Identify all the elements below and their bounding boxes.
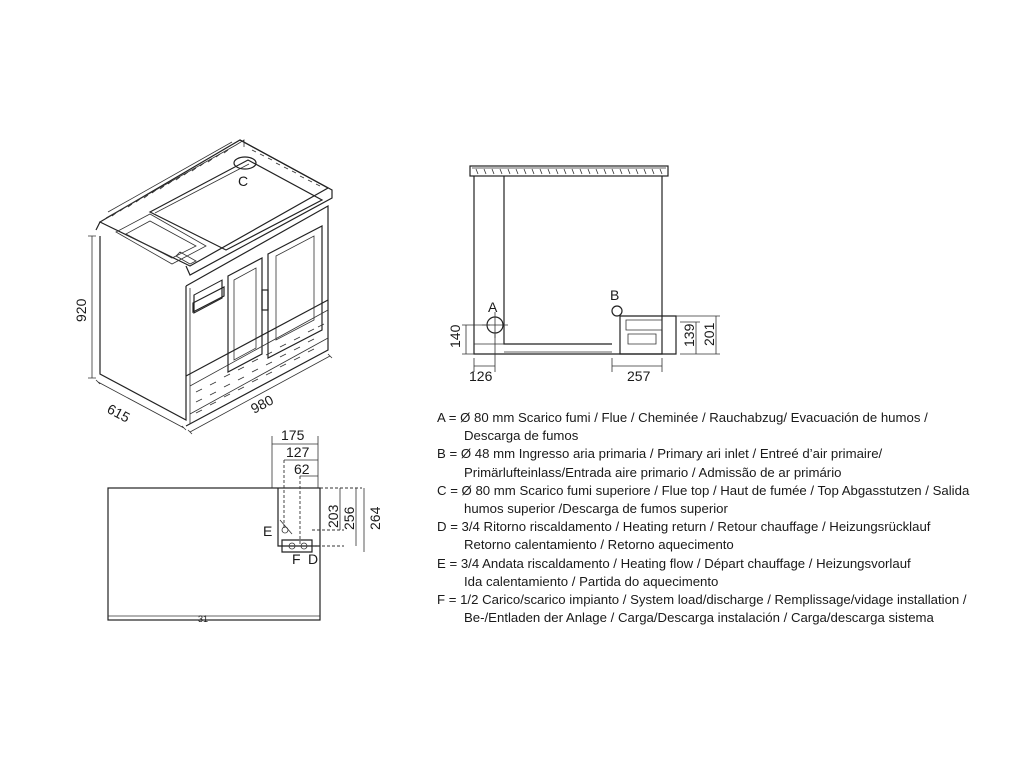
legend-item-d <box>437 518 1017 554</box>
legend-a-line2: Descarga de fumos <box>464 428 579 444</box>
legend-c-line2: humos superior /Descarga de fumos superior <box>464 501 728 517</box>
dim-175: 175 <box>281 427 305 443</box>
connections-legend <box>437 409 1017 627</box>
legend-c-line1: C = Ø 80 mm Scarico fumi superiore / Flue top / Haut de fumée / Top Abgasstutzen / Salida <box>437 482 970 498</box>
rear-hatching <box>476 169 662 174</box>
label-c: C <box>238 173 249 189</box>
plan-view <box>108 427 383 624</box>
label-e: E <box>263 523 273 539</box>
dim-a-height-140: 140 <box>447 324 463 348</box>
dim-depth-615: 615 <box>104 400 133 426</box>
air-inlet-b <box>612 306 622 316</box>
dim-height-920: 920 <box>73 298 89 322</box>
svg-text:31: 31 <box>198 614 209 624</box>
legend-d-line1: D = 3/4 Ritorno riscaldamento / Heating return / Retour chauffage / Heizungsrücklauf <box>437 519 931 535</box>
dim-203: 203 <box>325 504 341 528</box>
dim-127: 127 <box>286 444 310 460</box>
legend-a-line1: A = Ø 80 mm Scarico fumi / Flue / Cheminée / Rauchabzug/ Evacuación de humos / <box>437 410 928 425</box>
oven-handle <box>262 290 268 310</box>
dim-b-height-201: 201 <box>701 322 717 346</box>
legend-f-line1: F = 1/2 Carico/scarico impianto / System load/discharge / Remplissage/vidage installation / <box>437 592 967 608</box>
legend-b-line2: Primärlufteinlass/Entrada aire primario / Admissão de ar primário <box>464 464 842 480</box>
legend-item-e <box>437 555 1017 591</box>
legend-item-b <box>437 445 1017 481</box>
label-f: F <box>292 551 301 567</box>
legend-e-line2: Ida calentamiento / Partida do aquecimento <box>464 573 719 589</box>
dim-b-height-139: 139 <box>681 323 697 347</box>
dim-264: 264 <box>367 506 383 530</box>
label-b: B <box>610 287 620 303</box>
legend-item-f <box>437 591 1017 627</box>
rear-view <box>447 166 720 384</box>
dim-b-offset-257: 257 <box>627 368 651 384</box>
legend-item-a <box>437 409 1017 445</box>
dim-width-980: 980 <box>247 391 277 417</box>
dim-62: 62 <box>294 461 310 477</box>
legend-f-line2: Be-/Entladen der Anlage / Carga/Descarga instalación / Carga/descarga sistema <box>464 610 934 626</box>
label-d: D <box>308 551 319 567</box>
legend-e-line1: E = 3/4 Andata riscaldamento / Heating flow / Départ chauffage / Heizungsvorlauf <box>437 555 911 571</box>
legend-b-line1: B = Ø 48 mm Ingresso aria primaria / Primary ari inlet / Entreé d’air primaire/ <box>437 446 883 462</box>
dim-a-offset-126: 126 <box>469 368 493 384</box>
legend-d-line2: Retorno calentamiento / Retorno aquecimento <box>464 537 734 553</box>
legend-item-c <box>437 482 1017 518</box>
dim-256: 256 <box>341 506 357 530</box>
isometric-view <box>73 140 332 434</box>
rail-hatching <box>112 150 320 216</box>
label-a: A <box>488 299 498 315</box>
